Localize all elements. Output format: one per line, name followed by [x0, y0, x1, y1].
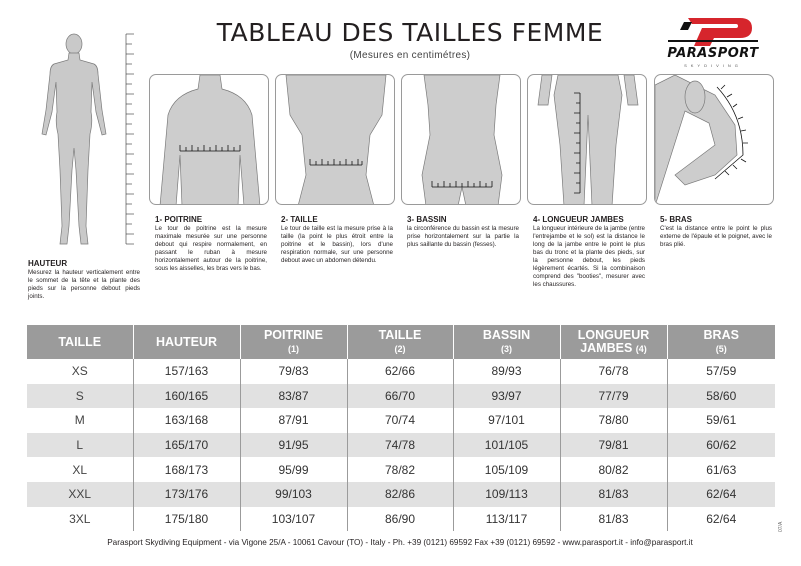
- column-header-number: (5): [715, 343, 727, 354]
- leg-length-cell: 78/80: [560, 408, 667, 433]
- leg-length-caption: [533, 216, 645, 289]
- hip-caption-title: 3- BASSIN: [407, 215, 447, 224]
- waist-cell: 86/90: [347, 507, 453, 532]
- waist-cell: 74/78: [347, 433, 453, 458]
- hip-cell: 113/117: [453, 507, 560, 532]
- leg-length-measure-illustration: [527, 74, 647, 205]
- chest-cell: 83/87: [240, 384, 347, 409]
- height-cell: 165/170: [133, 433, 240, 458]
- arm-caption-text: C'est la distance entre le point le plus externe de l'épaule et le poignet, avec le bras plié.: [660, 225, 772, 248]
- chest-cell: 87/91: [240, 408, 347, 433]
- hip-caption: [407, 216, 519, 249]
- footer-contact: Parasport Skydiving Equipment - via Vigone 25/A - 10061 Cavour (TO) - Italy - Ph. +39 (0121) 69592 Fax +39 (0121) 69592 - www.parasport.it - info@parasport.it: [107, 538, 693, 547]
- hip-caption-text: la circonférence du bassin est la mesure prise horizontalement sur la partie la plus saillante du bassin (fesses).: [407, 225, 519, 248]
- waist-cell: 78/82: [347, 457, 453, 482]
- height-cell: 168/173: [133, 457, 240, 482]
- size-cell: XXL: [27, 482, 133, 507]
- table-row: [27, 433, 775, 458]
- chest-figure-icon: [150, 75, 269, 205]
- full-body-figure: [26, 30, 138, 256]
- table-header-row: [27, 325, 775, 359]
- hip-cell: 89/93: [453, 359, 560, 384]
- column-header-number: (2): [394, 343, 406, 354]
- column-header-label: POITRINE: [263, 327, 324, 342]
- size-cell: XL: [27, 457, 133, 482]
- height-cell: 163/168: [133, 408, 240, 433]
- leg-length-caption-title: 4- LONGUEUR JAMBES: [533, 215, 624, 224]
- waist-caption: [281, 216, 393, 265]
- column-header-hip: [453, 325, 560, 359]
- arm-cell: 58/60: [667, 384, 775, 409]
- column-header-label: TAILLE: [58, 334, 102, 349]
- waist-cell: 82/86: [347, 482, 453, 507]
- column-header-number: (4): [635, 343, 647, 354]
- leg-length-cell: 79/81: [560, 433, 667, 458]
- arm-cell: 60/62: [667, 433, 775, 458]
- height-caption-text: Mesurez la hauteur verticalement entre le sommet de la tête et la plante des pieds sur la personne debout pieds joints.: [28, 269, 140, 300]
- chest-cell: 99/103: [240, 482, 347, 507]
- hip-figure-icon: [402, 75, 521, 205]
- size-cell: 3XL: [27, 507, 133, 532]
- size-cell: S: [27, 384, 133, 409]
- height-caption-title: HAUTEUR: [28, 259, 68, 268]
- page-title: TABLEAU DES TAILLES FEMME: [216, 18, 604, 47]
- height-caption: [28, 260, 140, 301]
- chest-cell: 103/107: [240, 507, 347, 532]
- table-row: [27, 457, 775, 482]
- size-chart-table: [27, 325, 775, 531]
- leg-length-cell: 77/79: [560, 384, 667, 409]
- height-cell: 157/163: [133, 359, 240, 384]
- document-code: 07/A: [778, 521, 784, 532]
- arm-figure-icon: [655, 75, 774, 205]
- column-header-label: LONGUEUR: [577, 327, 650, 342]
- column-header-chest: [240, 325, 347, 359]
- arm-cell: 62/64: [667, 482, 775, 507]
- waist-cell: 70/74: [347, 408, 453, 433]
- column-header-label: BASSIN: [482, 327, 531, 342]
- column-header-label-line2: JAMBES: [580, 340, 633, 355]
- logo-subtext: SKYDIVING: [684, 63, 742, 68]
- arm-measure-illustration: [654, 74, 774, 205]
- table-row: [27, 482, 775, 507]
- column-header-height: [133, 325, 240, 359]
- leg-length-cell: 81/83: [560, 482, 667, 507]
- chest-caption-title: 1- POITRINE: [155, 215, 203, 224]
- arm-caption-title: 5- BRAS: [660, 215, 693, 224]
- size-cell: M: [27, 408, 133, 433]
- arm-cell: 62/64: [706, 511, 737, 526]
- waist-caption-title: 2- TAILLE: [281, 215, 318, 224]
- column-header-waist: [347, 325, 453, 359]
- chest-caption: [155, 216, 267, 273]
- column-header-label: BRAS: [703, 327, 739, 342]
- arm-caption: [660, 216, 772, 249]
- leg-length-caption-text: La longueur intérieure de la jambe (entre l'entrejambe et le sol) est la distance le long de la jambe entre le point le plus bas du tronc et la plante des pieds, sur la personne debout, les pieds légèrement écartés. Si la combinaison comprend des "booties", mesurer avec les chaussures.: [533, 225, 645, 288]
- chest-cell: 91/95: [240, 433, 347, 458]
- chest-measure-illustration: [149, 74, 269, 205]
- arm-cell: 61/63: [706, 462, 737, 477]
- hip-cell: 101/105: [453, 433, 560, 458]
- column-header-size: [27, 325, 133, 359]
- page-subtitle: (Mesures en centimétres): [349, 50, 471, 61]
- column-header-label: TAILLE: [378, 327, 422, 342]
- chest-cell: 95/99: [240, 457, 347, 482]
- hip-cell: 109/113: [453, 482, 560, 507]
- legs-figure-icon: [528, 75, 647, 205]
- height-cell: 173/176: [133, 482, 240, 507]
- leg-length-cell: 76/78: [560, 359, 667, 384]
- waist-caption-text: Le tour de taille est la mesure prise à la taille (la point le plus étroit entre la poitrine et le bassin), lors d'une respiration normale, sur une personne debout avec un abdomen détendu.: [281, 225, 393, 264]
- leg-length-cell: 80/82: [560, 457, 667, 482]
- column-header-number: (1): [288, 343, 299, 354]
- table-row: [27, 384, 775, 409]
- chest-caption-text: Le tour de poitrine est la mesure maximale mesurée sur une personne debout qui respire normalement, en passant le ruban à mesure horizontalement autour de la poitrine, sous les aisselles, les bras vers le bas.: [155, 225, 267, 272]
- logo-mark-icon: [648, 16, 778, 48]
- table-row: [27, 507, 775, 532]
- leg-length-cell: 81/83: [560, 507, 667, 532]
- parasport-logo: [648, 16, 778, 74]
- table-row: [27, 408, 775, 433]
- waist-figure-icon: [276, 75, 395, 205]
- hip-cell: 105/109: [453, 457, 560, 482]
- arm-cell: 59/61: [706, 413, 737, 428]
- height-cell: 160/165: [133, 384, 240, 409]
- size-cell: L: [27, 433, 133, 458]
- waist-cell: 66/70: [347, 384, 453, 409]
- size-cell: XS: [27, 359, 133, 384]
- arm-cell: 57/59: [706, 364, 737, 379]
- hip-cell: 97/101: [453, 408, 560, 433]
- height-cell: 175/180: [133, 507, 240, 532]
- hip-cell: 93/97: [453, 384, 560, 409]
- column-header-leg-length: [560, 325, 667, 359]
- hip-measure-illustration: [401, 74, 521, 205]
- column-header-number: (3): [501, 343, 512, 354]
- logo-text: PARASPORT: [667, 46, 759, 61]
- waist-measure-illustration: [275, 74, 395, 205]
- column-header-label: HAUTEUR: [155, 334, 218, 349]
- table-row: [27, 359, 775, 384]
- waist-cell: 62/66: [347, 359, 453, 384]
- column-header-arm: [667, 325, 775, 359]
- chest-cell: 79/83: [240, 359, 347, 384]
